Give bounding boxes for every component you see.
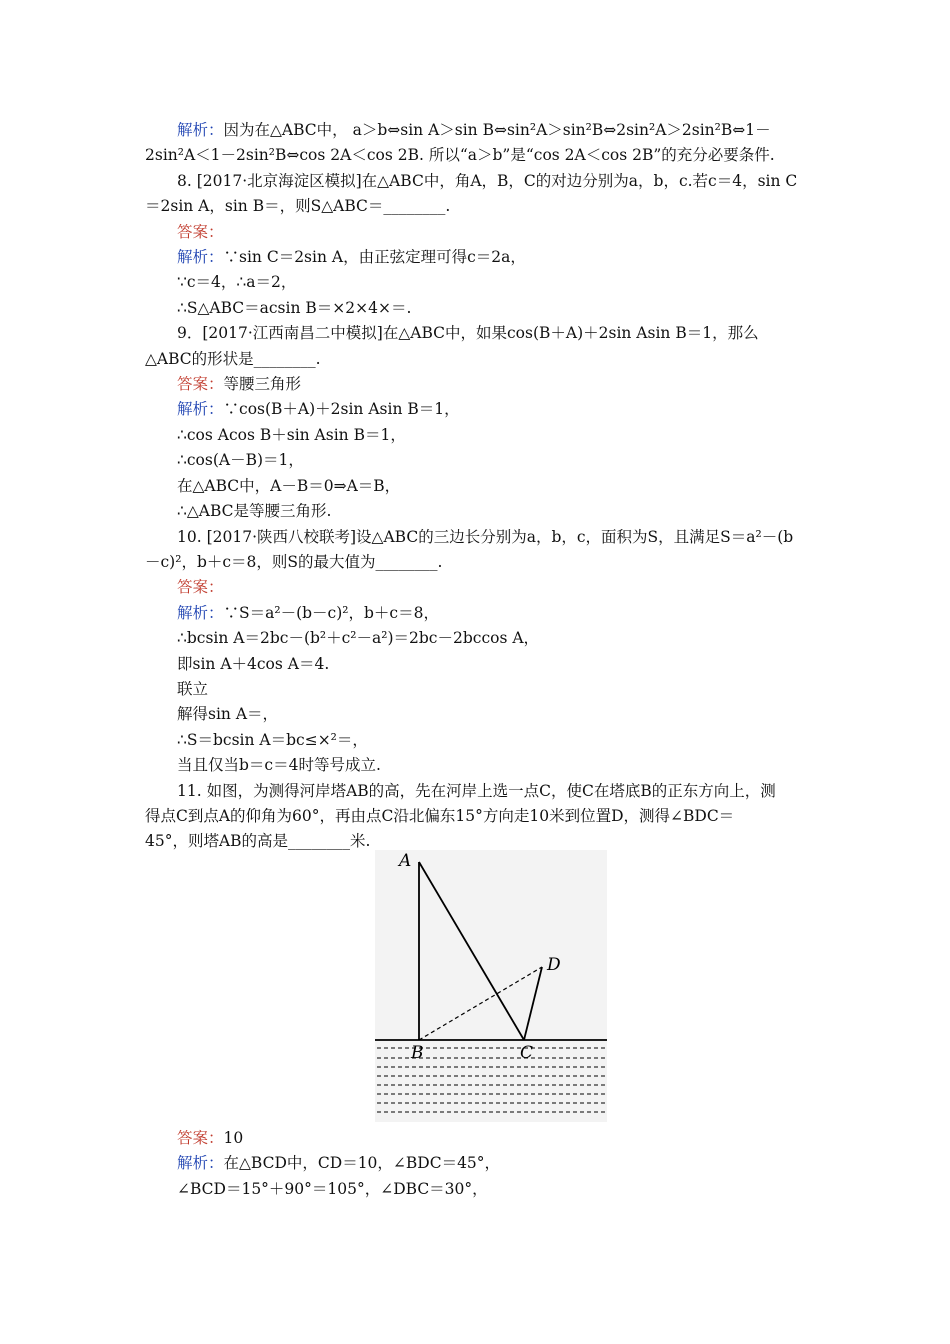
line-label: 答案： [177,578,224,597]
text-line [145,245,807,270]
text-line [145,804,807,829]
line-text: △ABC的形状是________. [145,349,321,368]
point-c-label: C [520,1043,534,1063]
line-text: －c)²，b＋c＝8，则S的最大值为________. [145,552,443,571]
line-text: 10 [223,1129,244,1147]
line-text: 因为在△ABC中， a＞b⇔sin A＞sin B⇔sin²A＞sin²B⇔2sin²A＞2sin²B⇔1－ [223,121,771,139]
text-line [145,1151,807,1176]
line-text: ∵sin C＝2sin A，由正弦定理可得c＝2a， [223,248,526,267]
line-text: 当且仅当b＝c＝4时等号成立. [177,756,381,775]
line-text: 联立 [177,679,209,698]
line-text: ＝2sin A，sin B＝，则S△ABC＝________. [145,197,451,216]
line-label: 解析： [177,400,224,419]
line-label: 答案： [177,375,224,394]
text-line [145,194,807,219]
text-line [145,652,807,677]
text-line [145,169,807,194]
line-text: ∵cos(B＋A)＋2sin Asin B＝1， [223,400,460,419]
line-text: 等腰三角形 [223,375,302,394]
line-text: ∴S△ABC＝acsin B＝×2×4×＝. [177,298,412,317]
text-line [145,499,807,524]
page-content-bottom [145,1126,807,1202]
line-text: ∴S＝bcsin A＝bc≤×²＝， [177,730,368,749]
text-line [145,702,807,727]
text-line [145,677,807,702]
text-line [145,575,807,600]
line-text: 得点C到点A的仰角为60°，再由点C沿北偏东15°方向走10米到位置D，测得∠BDC＝ [145,806,735,825]
text-line [145,220,807,245]
line-label: 答案： [177,222,224,241]
line-text: 解得sin A＝， [177,705,279,724]
tower-figure [375,850,607,1122]
line-text: ∴bcsin A＝2bc－(b²＋c²－a²)＝2bc－2bccos A， [177,629,540,648]
point-b-label: B [411,1043,424,1063]
text-line [145,728,807,753]
line-text: ∠BCD＝15°＋90°＝105°，∠DBC＝30°， [177,1179,488,1198]
text-line [145,753,807,778]
text-line [145,270,807,295]
text-line [145,397,807,422]
text-line [145,347,807,372]
text-line [145,525,807,550]
line-label: 答案： [177,1129,224,1147]
line-label: 解析： [177,248,224,267]
text-line [145,423,807,448]
text-block-top [145,118,807,855]
line-text: 9．[2017·江西南昌二中模拟]在△ABC中，如果cos(B＋A)＋2sin Asin B＝1，那么 [177,324,759,343]
line-text: 即sin A＋4cos A＝4. [177,654,330,673]
point-d-label: D [547,955,561,975]
text-block-bottom [145,1126,807,1202]
text-line [145,601,807,626]
line-label: 解析： [177,1154,224,1173]
line-text: 11. 如图，为测得河岸塔AB的高，先在河岸上选一点C，使C在塔底B的正东方向上，测 [177,781,776,800]
text-line [145,321,807,346]
text-line [145,118,807,143]
line-text: 10. [2017·陕西八校联考]设△ABC的三边长分别为a，b，c，面积为S，且满足S＝a²－(b [177,527,794,546]
page-content [145,118,807,855]
line-text: 在△BCD中，CD＝10，∠BDC＝45°， [223,1154,501,1173]
text-line [145,626,807,651]
line-text: ∴△ABC是等腰三角形. [177,502,332,521]
text-line [145,448,807,473]
line-text: ∵c＝4，∴a＝2， [177,273,297,292]
line-label: 解析： [177,121,224,139]
line-text: 在△ABC中，A－B＝0⇒A＝B， [177,476,401,495]
line-text: 8. [2017·北京海淀区模拟]在△ABC中，角A，B，C的对边分别为a，b，c.若c＝4，sin C [177,171,798,190]
text-line [145,143,807,168]
line-text: 45°，则塔AB的高是________米. [145,832,371,851]
line-text: ∴cos Acos B＋sin Asin B＝1， [177,425,406,444]
text-line [145,550,807,575]
point-a-label: A [399,851,412,871]
line-text: ∵S＝a²－(b－c)²，b＋c＝8， [223,603,439,622]
text-line [145,779,807,804]
text-line [145,1126,807,1151]
text-line [145,296,807,321]
tower-diagram [375,850,607,1122]
text-line [145,474,807,499]
line-text: ∴cos(A－B)＝1， [177,451,304,470]
text-line [145,372,807,397]
figure-background [375,850,607,1122]
text-line [145,1177,807,1202]
line-label: 解析： [177,603,224,622]
line-text: 2sin²A＜1－2sin²B⇔cos 2A＜cos 2B. 所以“a＞b”是“cos 2A＜cos 2B”的充分必要条件. [145,146,775,165]
